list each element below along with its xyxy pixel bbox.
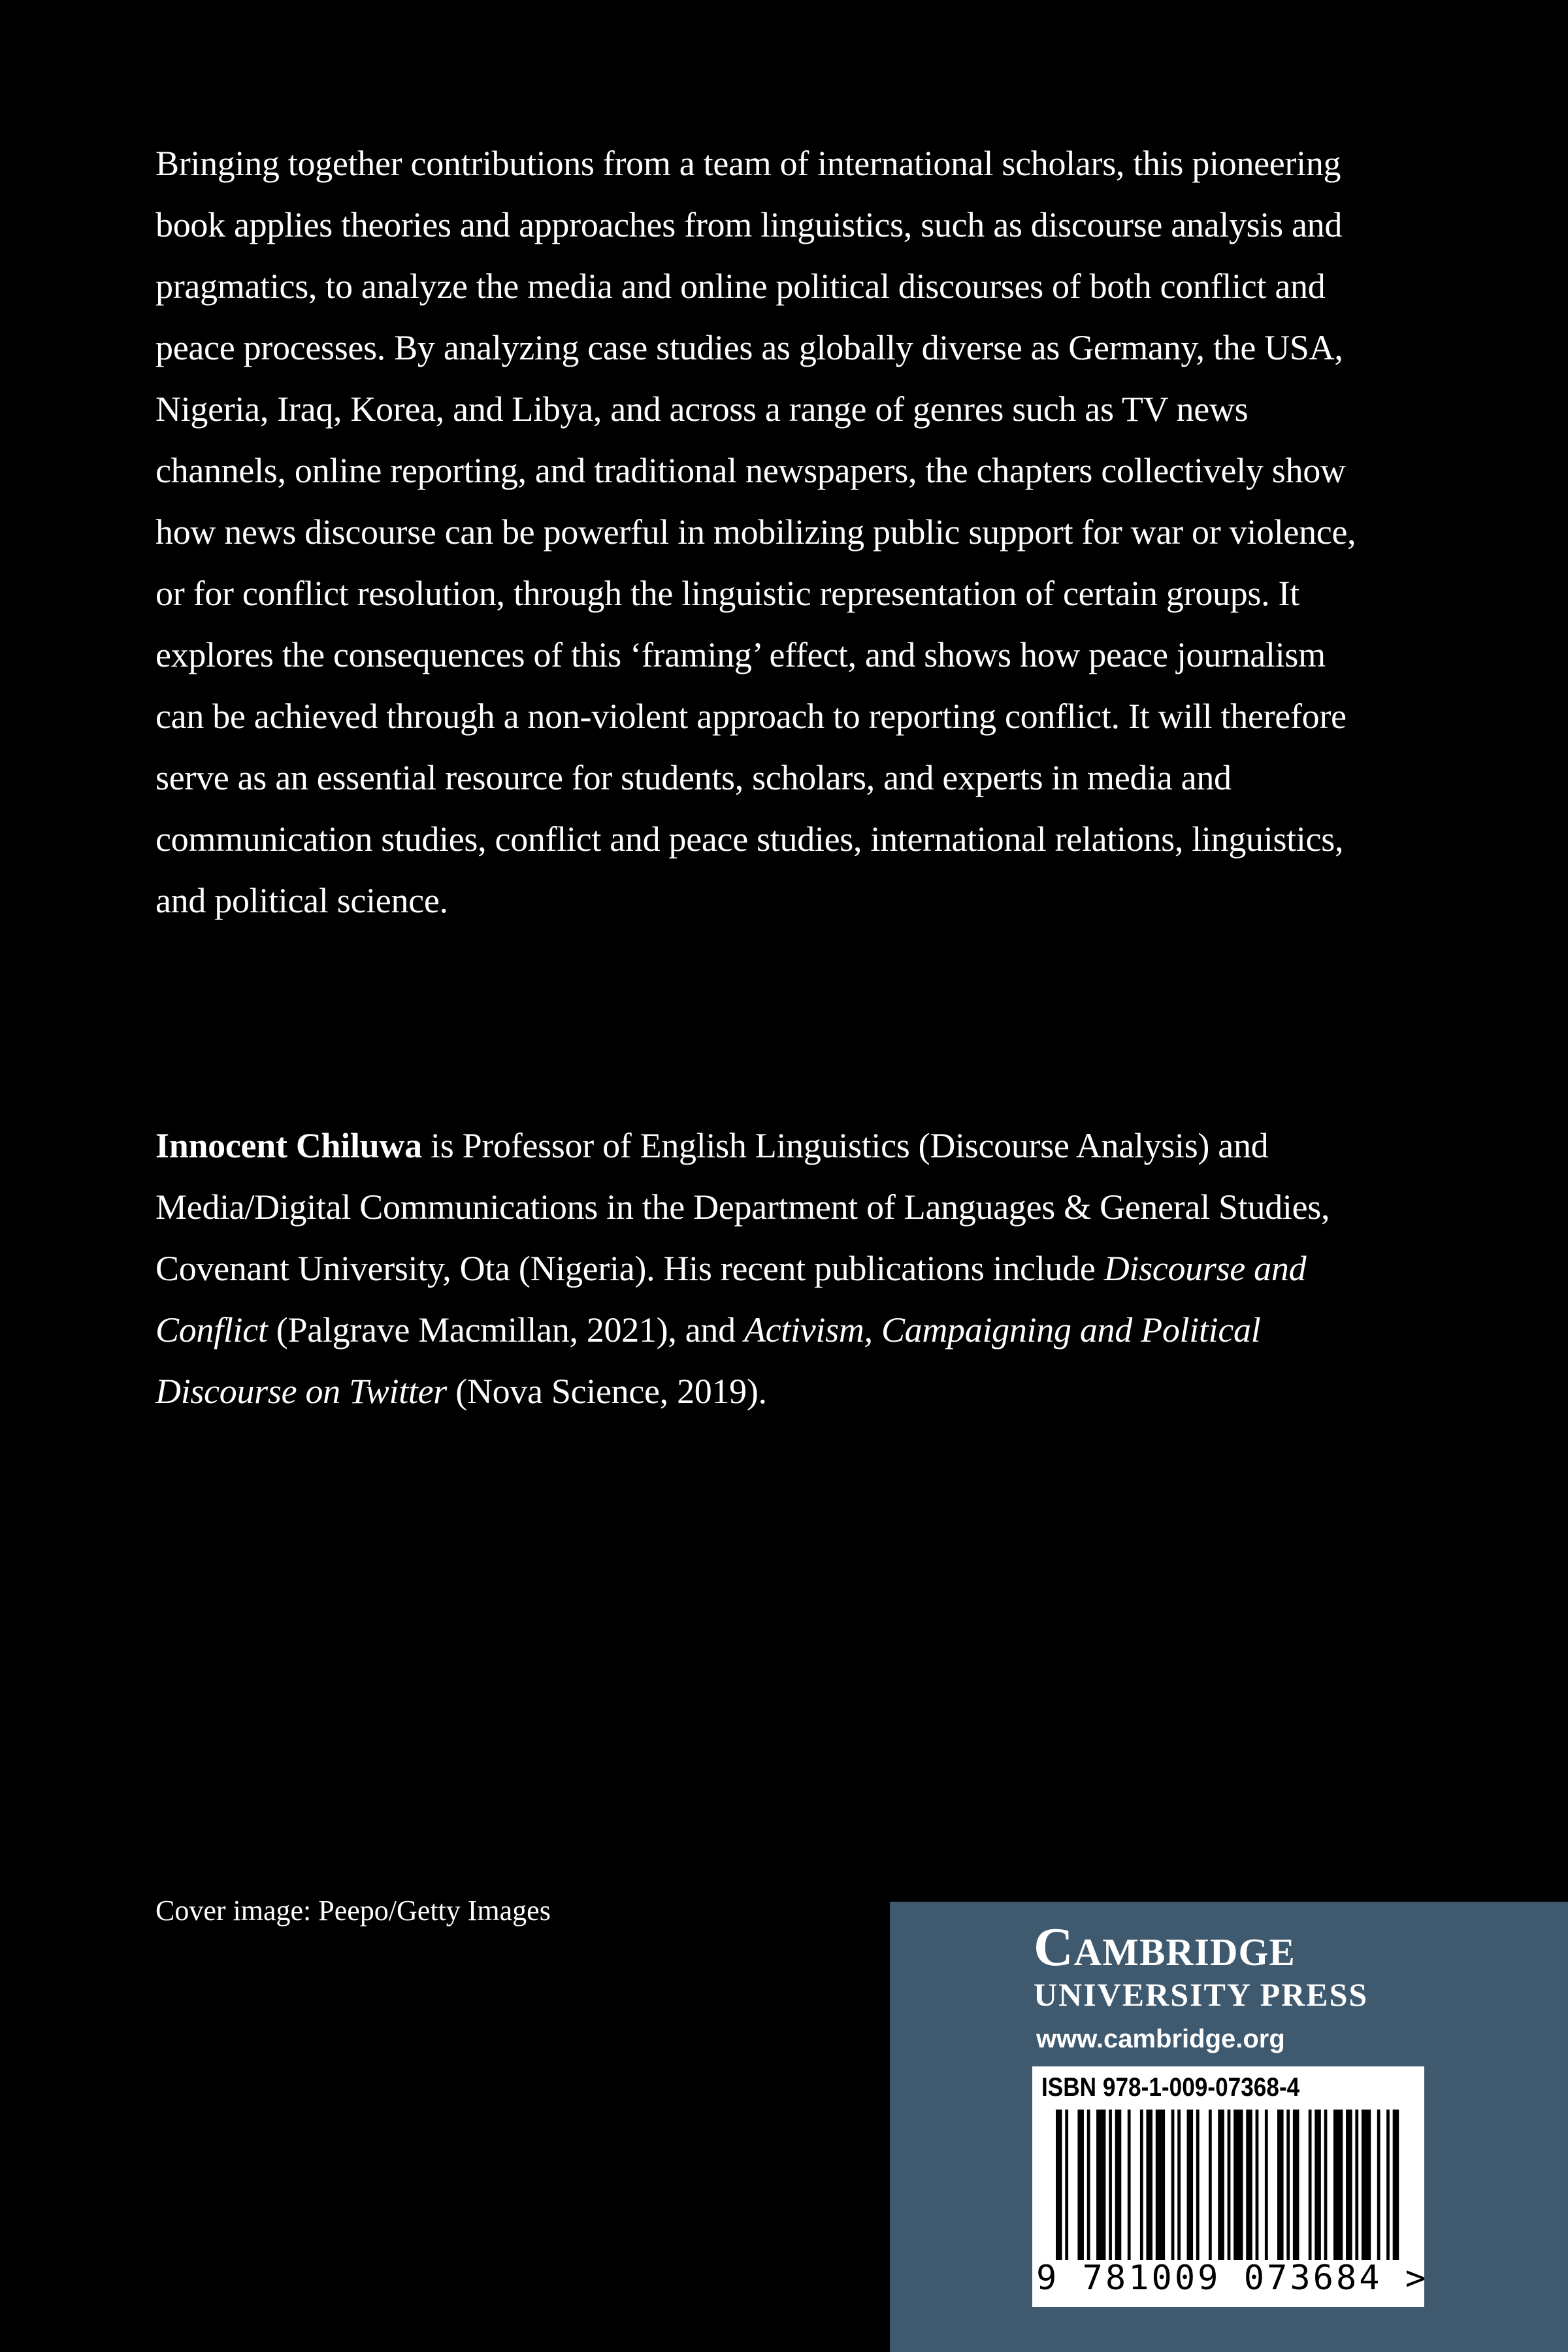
barcode-stripe [1056, 2110, 1062, 2260]
barcode-stripe [1393, 2110, 1399, 2260]
barcode-stripe [1277, 2110, 1284, 2260]
barcode-stripe [1187, 2110, 1194, 2260]
book-title-2: Activism, Campaigning and Political Discourse on Twitter [155, 1310, 1261, 1411]
barcode-stripe [1256, 2110, 1259, 2260]
barcode-stripe [1115, 2110, 1122, 2260]
barcode-stripe [1196, 2110, 1200, 2260]
barcode-stripe [1333, 2110, 1343, 2260]
barcode-stripe [1309, 2110, 1312, 2260]
barcode-stripe [1087, 2110, 1090, 2260]
barcode-stripe [1377, 2110, 1380, 2260]
bio-text-2: (Palgrave Macmillan, 2021), and [267, 1310, 744, 1350]
barcode-stripe [1146, 2110, 1152, 2260]
barcode-stripe [1140, 2110, 1143, 2260]
book-title-1: Discourse and Conflict [155, 1249, 1307, 1350]
barcode-stripe [1246, 2110, 1252, 2260]
book-description: Bringing together contributions from a team of international scholars, this pioneering book applies theories and approaches from linguistics, such as discourse analysis and pragmatics, to analyze the media and online political discourses of both conflict and peace processes. By analyzing case studies as globally diverse as Germany, the USA, Nigeria, Iraq, Korea, and Libya, and across a range of genres such as TV news channels, online reporting, and traditional newspapers, the chapters collectively show how news discourse can be powerful in mobilizing public support for war or violence, or for conflict resolution, through the linguistic representation of certain groups. It explores the consequences of this ‘framing’ effect, and shows how peace journalism can be achieved through a non-violent approach to reporting conflict. It will therefore serve as an essential resource for students, scholars, and experts in media and communication studies, conflict and peace studies, international relations, linguistics, and political science. [155, 144, 1356, 920]
barcode-box [1032, 2066, 1429, 2307]
barcode-digits: 9 781009 073684 > [1036, 2259, 1429, 2298]
barcode-stripe [1355, 2110, 1358, 2260]
publisher-name: Cambridge [1034, 1917, 1296, 1978]
isbn-label: ISBN 978-1-009-07368-4 [1041, 2073, 1300, 2102]
barcode-stripe [1128, 2110, 1131, 2260]
barcode-stripe [1293, 2110, 1299, 2260]
publisher-subtitle: UNIVERSITY PRESS [1034, 1976, 1369, 2013]
barcode-stripe [1233, 2110, 1243, 2260]
barcode-stripe [1171, 2110, 1175, 2260]
bio-text-3: (Nova Science, 2019). [447, 1372, 767, 1411]
barcode-stripe [1065, 2110, 1068, 2260]
barcode-stripe [1315, 2110, 1321, 2260]
barcode-stripe [1096, 2110, 1105, 2260]
publisher-panel [890, 1902, 1568, 2352]
barcode-stripe [1209, 2110, 1212, 2260]
barcode-stripe [1077, 2110, 1084, 2260]
author-name: Innocent Chiluwa [155, 1126, 422, 1165]
barcode-stripe [1228, 2110, 1231, 2260]
barcode-stripe [1386, 2110, 1390, 2260]
barcode-stripe [1324, 2110, 1328, 2260]
barcode-bars [1056, 2110, 1402, 2260]
barcode-stripe [1346, 2110, 1352, 2260]
barcode-stripe [1362, 2110, 1371, 2260]
barcode-stripe [1218, 2110, 1224, 2260]
barcode-stripe [1265, 2110, 1268, 2260]
barcode-stripe [1109, 2110, 1112, 2260]
publisher-url: www.cambridge.org [1036, 2025, 1285, 2053]
barcode-stripe [1156, 2110, 1165, 2260]
barcode-stripe [1286, 2110, 1290, 2260]
cover-image-credit: Cover image: Peepo/Getty Images [155, 1895, 551, 1927]
bio-text-1: is Professor of English Linguistics (Discourse Analysis) and Media/Digital Communications in the Department of Languages & General Studies, Covenant University, Ota (Nigeria). His recent publications include [155, 1126, 1330, 1288]
barcode-stripe [1177, 2110, 1181, 2260]
author-bio [155, 1115, 1371, 1422]
